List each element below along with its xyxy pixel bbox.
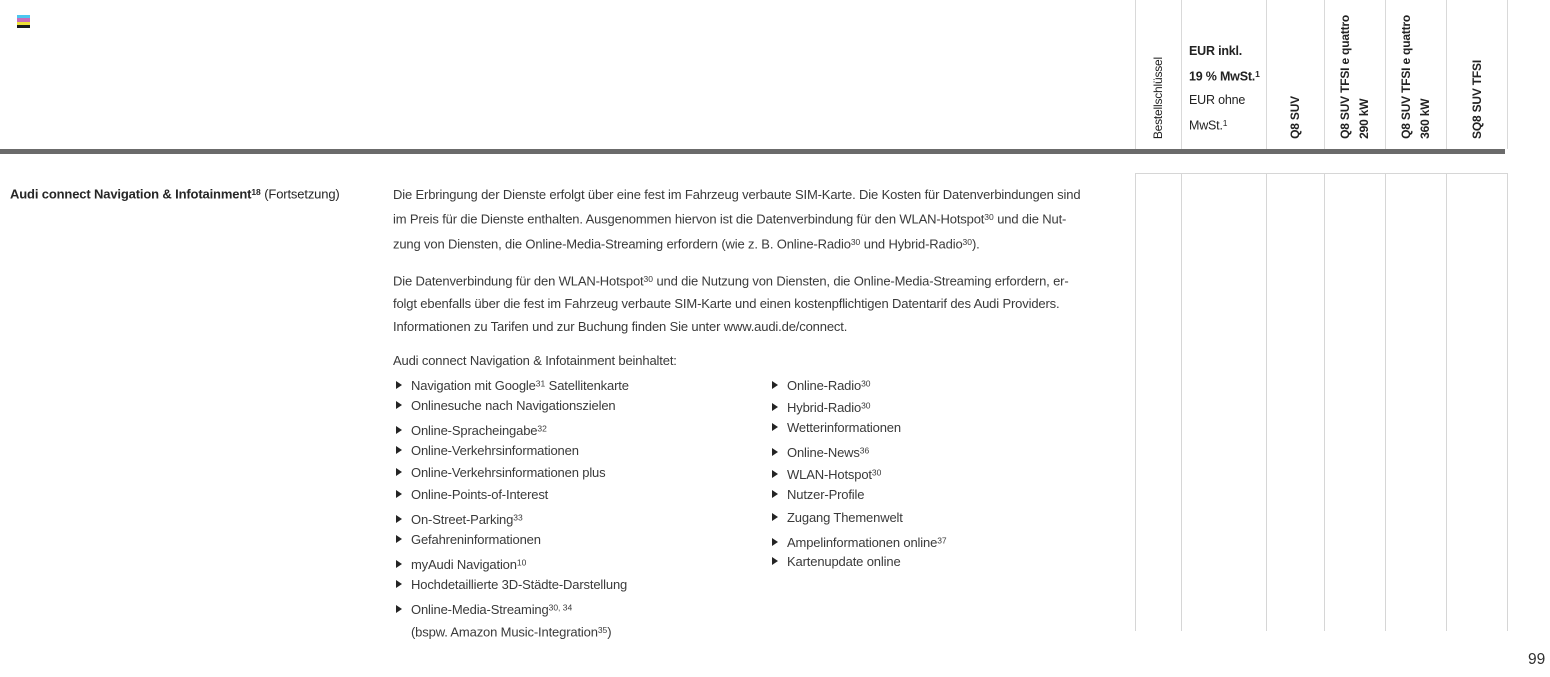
text-line: im Preis für die Dienste enthalten. Ausgenommen hiervon ist die Datenverbindung für den WLAN-Hotspot$^{30}$ und die Nut-	[393, 211, 1067, 227]
row-title	[10, 181, 340, 206]
list-item-label: Online-Points-of-Interest	[411, 487, 549, 503]
row-title-bold: Audi connect Navigation & Infotainment	[10, 186, 252, 202]
list-item	[772, 529, 1142, 551]
list-item	[396, 596, 766, 618]
triangle-bullet-icon	[396, 599, 411, 621]
list-item	[396, 529, 766, 551]
triangle-bullet-icon	[772, 551, 787, 573]
list-item-label: WLAN-Hotspot$^{30}$	[787, 467, 882, 483]
table-body-cell-sq8-suv-tfsi	[1446, 174, 1507, 631]
text-line: Informationen zu Tarifen und zur Buchung finden Sie unter www.audi.de/connect.	[393, 318, 848, 334]
triangle-bullet-icon	[772, 484, 787, 506]
eur-line-3: EUR ohne	[1189, 92, 1246, 107]
list-item-label: Online-Media-Streaming$^{30, 34}$	[411, 601, 573, 617]
table-body	[1135, 173, 1508, 631]
column-header-sq8-suv-tfsi	[1446, 0, 1507, 149]
table-body-cell-q8-suv-tfsi-e-360	[1385, 174, 1446, 631]
list-item-label: Online-News$^{36}$	[787, 445, 870, 461]
list-item	[396, 417, 766, 439]
table-body-cell-q8-suv	[1266, 174, 1324, 631]
row-title-footnote: 18	[251, 187, 261, 197]
triangle-bullet-icon	[396, 484, 411, 506]
list-item	[772, 395, 1142, 417]
list-item	[396, 462, 766, 484]
list-item	[396, 484, 766, 506]
triangle-bullet-icon	[772, 375, 787, 397]
feature-lists	[396, 372, 1138, 641]
list-item	[772, 417, 1142, 439]
text-line: zung von Diensten, die Online-Media-Streaming erfordern (wie z. B. Online-Radio$^{30}$ und Hybrid-Radio$^{30}$).	[393, 236, 980, 252]
list-item-label: Nutzer-Profile	[787, 487, 865, 503]
row-title-suffix: (Fortsetzung)	[260, 186, 340, 202]
column-header-q8-suv	[1266, 0, 1324, 149]
list-item-label: Onlinesuche nach Navigationszielen	[411, 397, 616, 413]
triangle-bullet-icon	[396, 529, 411, 551]
list-item-label: Ampelinformationen online$^{37}$	[787, 534, 947, 550]
eur-price-label	[1182, 40, 1260, 137]
list-item-label: myAudi Navigation$^{10}$	[411, 556, 527, 572]
column-header-bestellschluessel	[1135, 0, 1181, 149]
table-body-cell-q8-suv-tfsi-e-290	[1324, 174, 1385, 631]
text-line: Die Datenverbindung für den WLAN-Hotspot$^{30}$ und die Nutzung von Diensten, die Online-Media-Streaming erfordern, er-	[393, 273, 1069, 289]
column-header-label: Q8 SUV	[1288, 96, 1302, 139]
list-item-label: Online-Verkehrsinformationen	[411, 442, 579, 458]
list-item-label: Hochdetaillierte 3D-Städte-Darstellung	[411, 576, 628, 592]
header-divider-bar	[0, 149, 1505, 154]
eur-line-2: 19 % MwSt.$^1$	[1189, 69, 1260, 84]
text-line: Die Erbringung der Dienste erfolgt über eine fest im Fahrzeug verbaute SIM-Karte. Die Kosten für Datenverbindungen sind	[393, 187, 1081, 202]
list-item-label: Online-Spracheingabe$^{32}$	[411, 422, 547, 438]
list-item	[772, 484, 1142, 506]
description-content	[393, 184, 1138, 641]
color-registration-mark	[17, 15, 30, 28]
list-item	[396, 574, 766, 596]
triangle-bullet-icon	[396, 395, 411, 417]
color-bar-black	[17, 25, 30, 28]
table-header-row	[1135, 0, 1508, 149]
eur-line-1: EUR inkl.	[1189, 44, 1243, 58]
table-body-cell-eur	[1181, 174, 1266, 631]
feature-list-left	[396, 372, 766, 641]
page-number: 99	[1528, 651, 1546, 668]
list-item	[772, 507, 1142, 529]
list-item	[772, 462, 1142, 484]
list-item-label: Online-Radio$^{30}$	[787, 377, 871, 393]
triangle-bullet-icon	[772, 507, 787, 529]
triangle-bullet-icon	[396, 574, 411, 596]
column-header-label: SQ8 SUV TFSI	[1469, 60, 1484, 139]
list-item	[772, 372, 1142, 394]
list-item-label: Gefahreninformationen	[411, 532, 541, 548]
triangle-bullet-icon	[772, 417, 787, 439]
triangle-bullet-icon	[396, 462, 411, 484]
list-item-label: Wetterinformationen	[787, 420, 901, 436]
text-line: folgt ebenfalls über die fest im Fahrzeug verbaute SIM-Karte und einen kostenpflichtigen Datentarif des Audi Providers.	[393, 296, 1060, 312]
list-item	[396, 440, 766, 462]
list-item-label: Navigation mit Google$^{31}$ Satellitenkarte	[411, 377, 629, 393]
eur-line-4: MwSt.$^1$	[1189, 117, 1228, 132]
paragraph-2	[393, 268, 1138, 338]
list-item	[396, 395, 766, 417]
column-header-label: Q8 SUV TFSI e quattro 360 kW	[1399, 15, 1432, 139]
list-item-label: Zugang Themenwelt	[787, 509, 903, 525]
list-item-label: On-Street-Parking$^{33}$	[411, 512, 523, 528]
list-item	[396, 551, 766, 573]
column-header-q8-suv-tfsi-e-360	[1385, 0, 1446, 149]
list-item-label: Hybrid-Radio$^{30}$	[787, 400, 871, 416]
column-header-eur-price	[1181, 0, 1266, 149]
list-item	[396, 507, 766, 529]
list-intro: Audi connect Navigation & Infotainment beinhaltet:	[393, 352, 677, 368]
list-item-label: Online-Verkehrsinformationen plus	[411, 464, 606, 480]
feature-list-right	[772, 372, 1142, 574]
list-item	[396, 372, 766, 394]
column-header-q8-suv-tfsi-e-290	[1324, 0, 1385, 149]
list-item	[772, 551, 1142, 573]
column-header-label: Bestellschlüssel	[1151, 56, 1165, 139]
triangle-bullet-icon	[396, 440, 411, 462]
list-item	[772, 440, 1142, 462]
list-item-label: Kartenupdate online	[787, 554, 901, 570]
list-item-continuation: (bspw. Amazon Music-Integration$^{35}$)	[411, 624, 612, 640]
paragraph-1	[393, 184, 1138, 256]
column-header-label: Q8 SUV TFSI e quattro 290 kW	[1338, 15, 1371, 139]
